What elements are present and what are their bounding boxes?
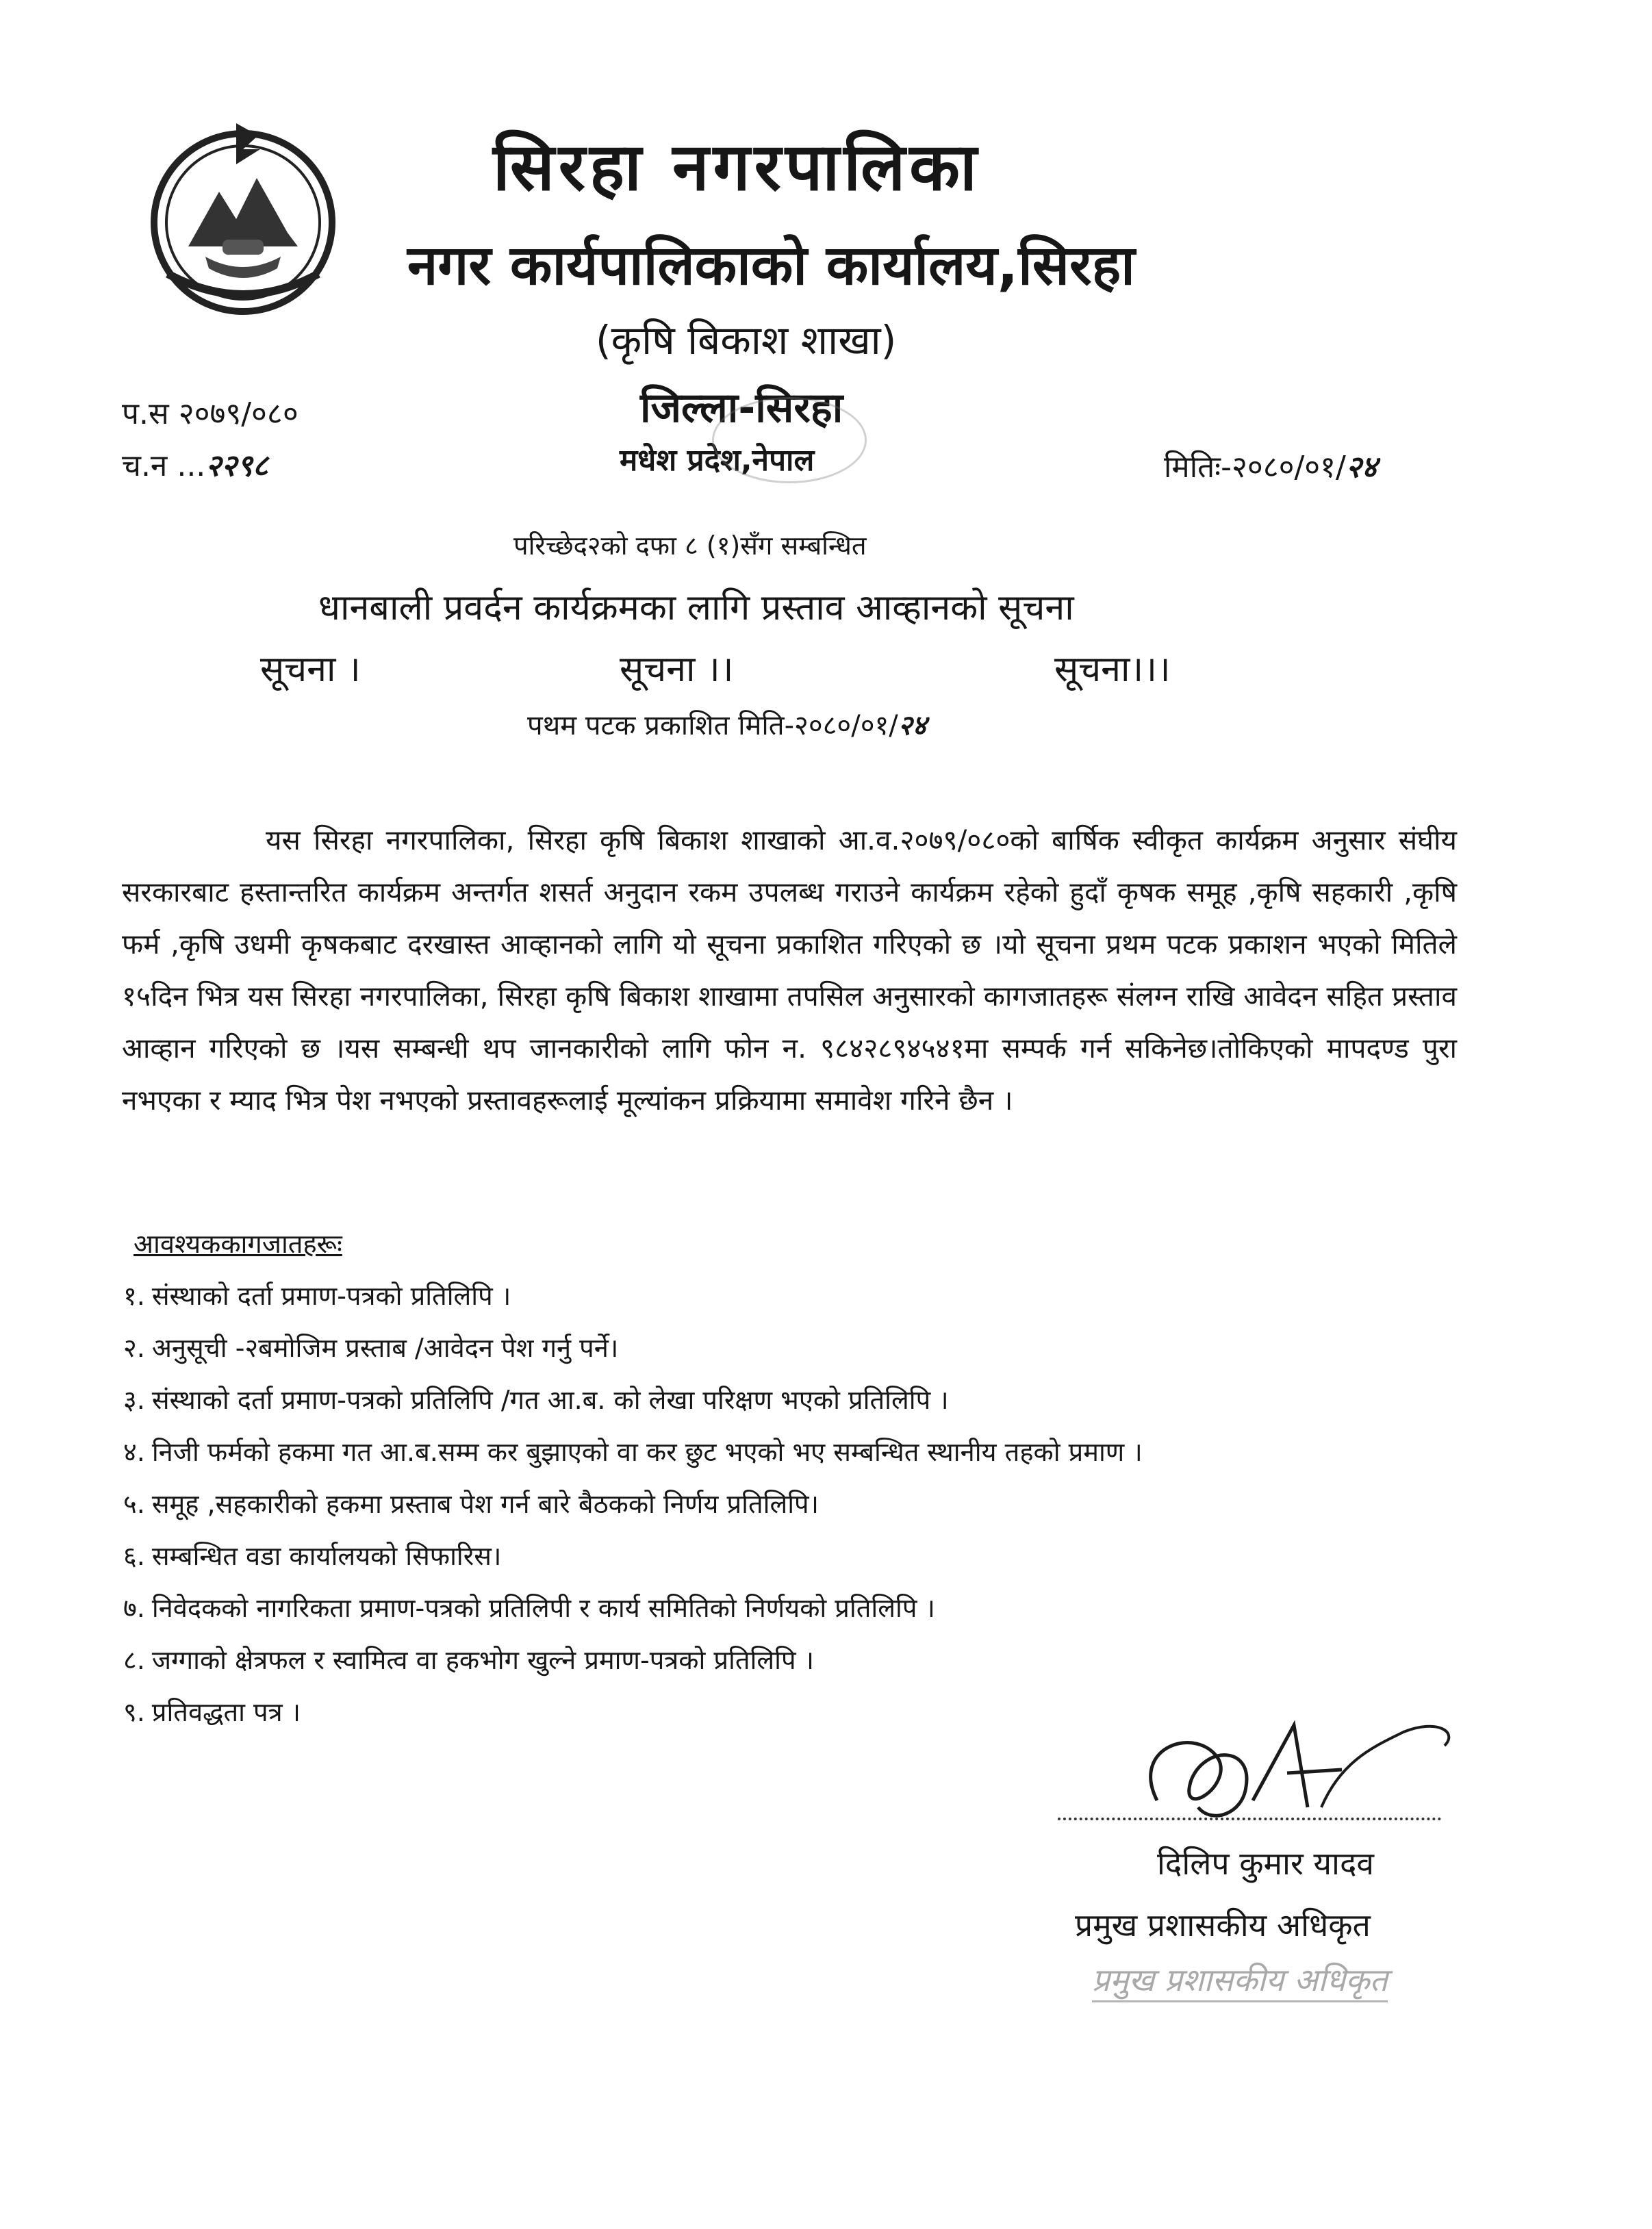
requirement-number: १. — [123, 1281, 145, 1311]
requirements-heading: आवश्यककागजातहरूः — [134, 1229, 342, 1259]
requirement-text: सम्बन्धित वडा कार्यालयको सिफारिस। — [151, 1541, 502, 1571]
requirement-item — [123, 1374, 1143, 1426]
requirements-list — [123, 1270, 1143, 1738]
requirement-number: ७. — [123, 1593, 145, 1623]
requirement-item — [123, 1426, 1143, 1478]
notice-label-3: सूचना।।। — [1054, 649, 1171, 690]
requirement-text: निवेदकको नागरिकता प्रमाण-पत्रको प्रतिलिपी र कार्य समितिको निर्णयको प्रतिलिपि । — [151, 1593, 935, 1623]
dispatch-number — [122, 444, 268, 485]
requirement-item — [123, 1530, 1143, 1582]
requirement-text: संस्थाको दर्ता प्रमाण-पत्रको प्रतिलिपि । — [151, 1281, 511, 1311]
date-label: मितिः-२०८०/०१/ — [1164, 450, 1346, 485]
handwritten-signature — [1116, 1705, 1472, 1842]
published-date — [527, 705, 926, 743]
requirement-number: ९. — [123, 1697, 145, 1727]
requirement-text: अनुसूची -२बमोजिम प्रस्ताब /आवेदन पेश गर्नु पर्ने। — [151, 1333, 619, 1363]
office-stamp-mark — [712, 397, 867, 483]
requirement-item — [123, 1478, 1143, 1530]
district-title: जिल्ला-सिरहा — [640, 384, 843, 432]
date-handwritten: २४ — [1345, 450, 1377, 485]
requirement-item — [123, 1686, 1143, 1738]
requirement-text: प्रतिवद्धता पत्र । — [151, 1697, 301, 1727]
notice-label-1: सूचना । — [260, 649, 361, 690]
notice-banner-row — [0, 644, 1652, 691]
requirement-text: संस्थाको दर्ता प्रमाण-पत्रको प्रतिलिपि /गत आ.ब. को लेखा परिक्षण भएको प्रतिलिपि । — [151, 1385, 949, 1415]
published-handwritten: २४ — [898, 709, 927, 741]
notice-body: यस सिरहा नगरपालिका, सिरहा कृषि बिकाश शाखाको आ.व.२०७९/०८०को बार्षिक स्वीकृत कार्यक्रम अनुसार संघीय सरकारबाट हस्तान्तरित कार्यक्रम अन्तर्गत शसर्त अनुदान रकम उपलब्ध गराउने कार्यक्रम रहेको हुदाँ कृषक समूह ,कृषि सहकारी ,कृषि फर्म ,कृषि उधमी कृषकबाट दरखास्त आव्हानको लागि यो सूचना प्रकाशित गरिएको छ ।यो सूचना प्रथम पटक प्रकाशन भएको मितिले १५दिन भित्र यस सिरहा नगरपालिका, सिरहा कृषि बिकाश शाखामा तपसिल अनुसारको कागजातहरू संलग्न राखि आवेदन सहित प्रस्ताव आव्हान गरिएको छ ।यस सम्बन्धी थप जानकारीको लागि फोन न. ९८४२८९४५४१मा सम्पर्क गर्न सकिनेछ।तोकिएको मापदण्ड पुरा नभएका र म्याद भित्र पेश नभएको प्रस्तावहरूलाई मूल्यांकन प्रक्रियामा समावेश गरिने छैन । — [122, 823, 1457, 1117]
signatory-designation: प्रमुख प्रशासकीय अधिकृत — [1075, 1907, 1371, 1944]
published-label: पथम पटक प्रकाशित मिति-२०८०/०१/ — [527, 710, 898, 741]
signature-line — [1058, 1818, 1441, 1820]
fiscal-year-ref: प.स २०७९/०८० — [122, 396, 298, 431]
requirement-text: निजी फर्मको हकमा गत आ.ब.सम्म कर बुझाएको वा कर छुट भएको भए सम्बन्धित स्थानीय तहको प्रमाण । — [151, 1437, 1143, 1467]
requirement-item — [123, 1582, 1143, 1634]
requirement-number: ४. — [123, 1437, 145, 1467]
requirement-number: ६. — [123, 1541, 145, 1571]
designation-stamp: प्रमुख प्रशासकीय अधिकृत — [1092, 1958, 1388, 2002]
branch-title: (कृषि बिकाश शाखा) — [596, 317, 897, 364]
requirement-item — [123, 1322, 1143, 1374]
office-title: नगर कार्यपालिकाको कार्यालय,सिरहा — [407, 233, 1135, 297]
requirement-text: समूह ,सहकारीको हकमा प्रस्ताब पेश गर्न बारे बैठकको निर्णय प्रतिलिपि। — [151, 1489, 819, 1519]
section-reference: परिच्छेद२को दफा ८ (१)सँग सम्बन्धित — [513, 531, 867, 561]
province-title: मधेश प्रदेश,नेपाल — [620, 443, 815, 478]
requirement-item — [123, 1634, 1143, 1686]
requirement-item — [123, 1270, 1143, 1322]
notice-label-2: सूचना ।। — [620, 649, 734, 690]
requirement-number: ३. — [123, 1385, 145, 1415]
requirement-text: जग्गाको क्षेत्रफल र स्वामित्व वा हकभोग खुल्ने प्रमाण-पत्रको प्रतिलिपि । — [151, 1645, 815, 1675]
requirement-number: ५. — [123, 1489, 145, 1519]
dispatch-handwritten: २२९८ — [205, 448, 268, 483]
municipality-title: सिरहा नगरपालिका — [493, 129, 981, 205]
dispatch-label: च.न ... — [122, 448, 206, 483]
requirement-number: ८. — [123, 1645, 145, 1675]
letter-date — [1164, 445, 1377, 486]
nepal-emblem-icon — [140, 116, 346, 322]
signatory-name: दिलिप कुमार यादव — [1157, 1845, 1374, 1882]
requirement-number: २. — [123, 1333, 145, 1363]
notice-title: धानबाली प्रवर्दन कार्यक्रमका लागि प्रस्ताव आव्हानको सूचना — [318, 587, 1074, 628]
